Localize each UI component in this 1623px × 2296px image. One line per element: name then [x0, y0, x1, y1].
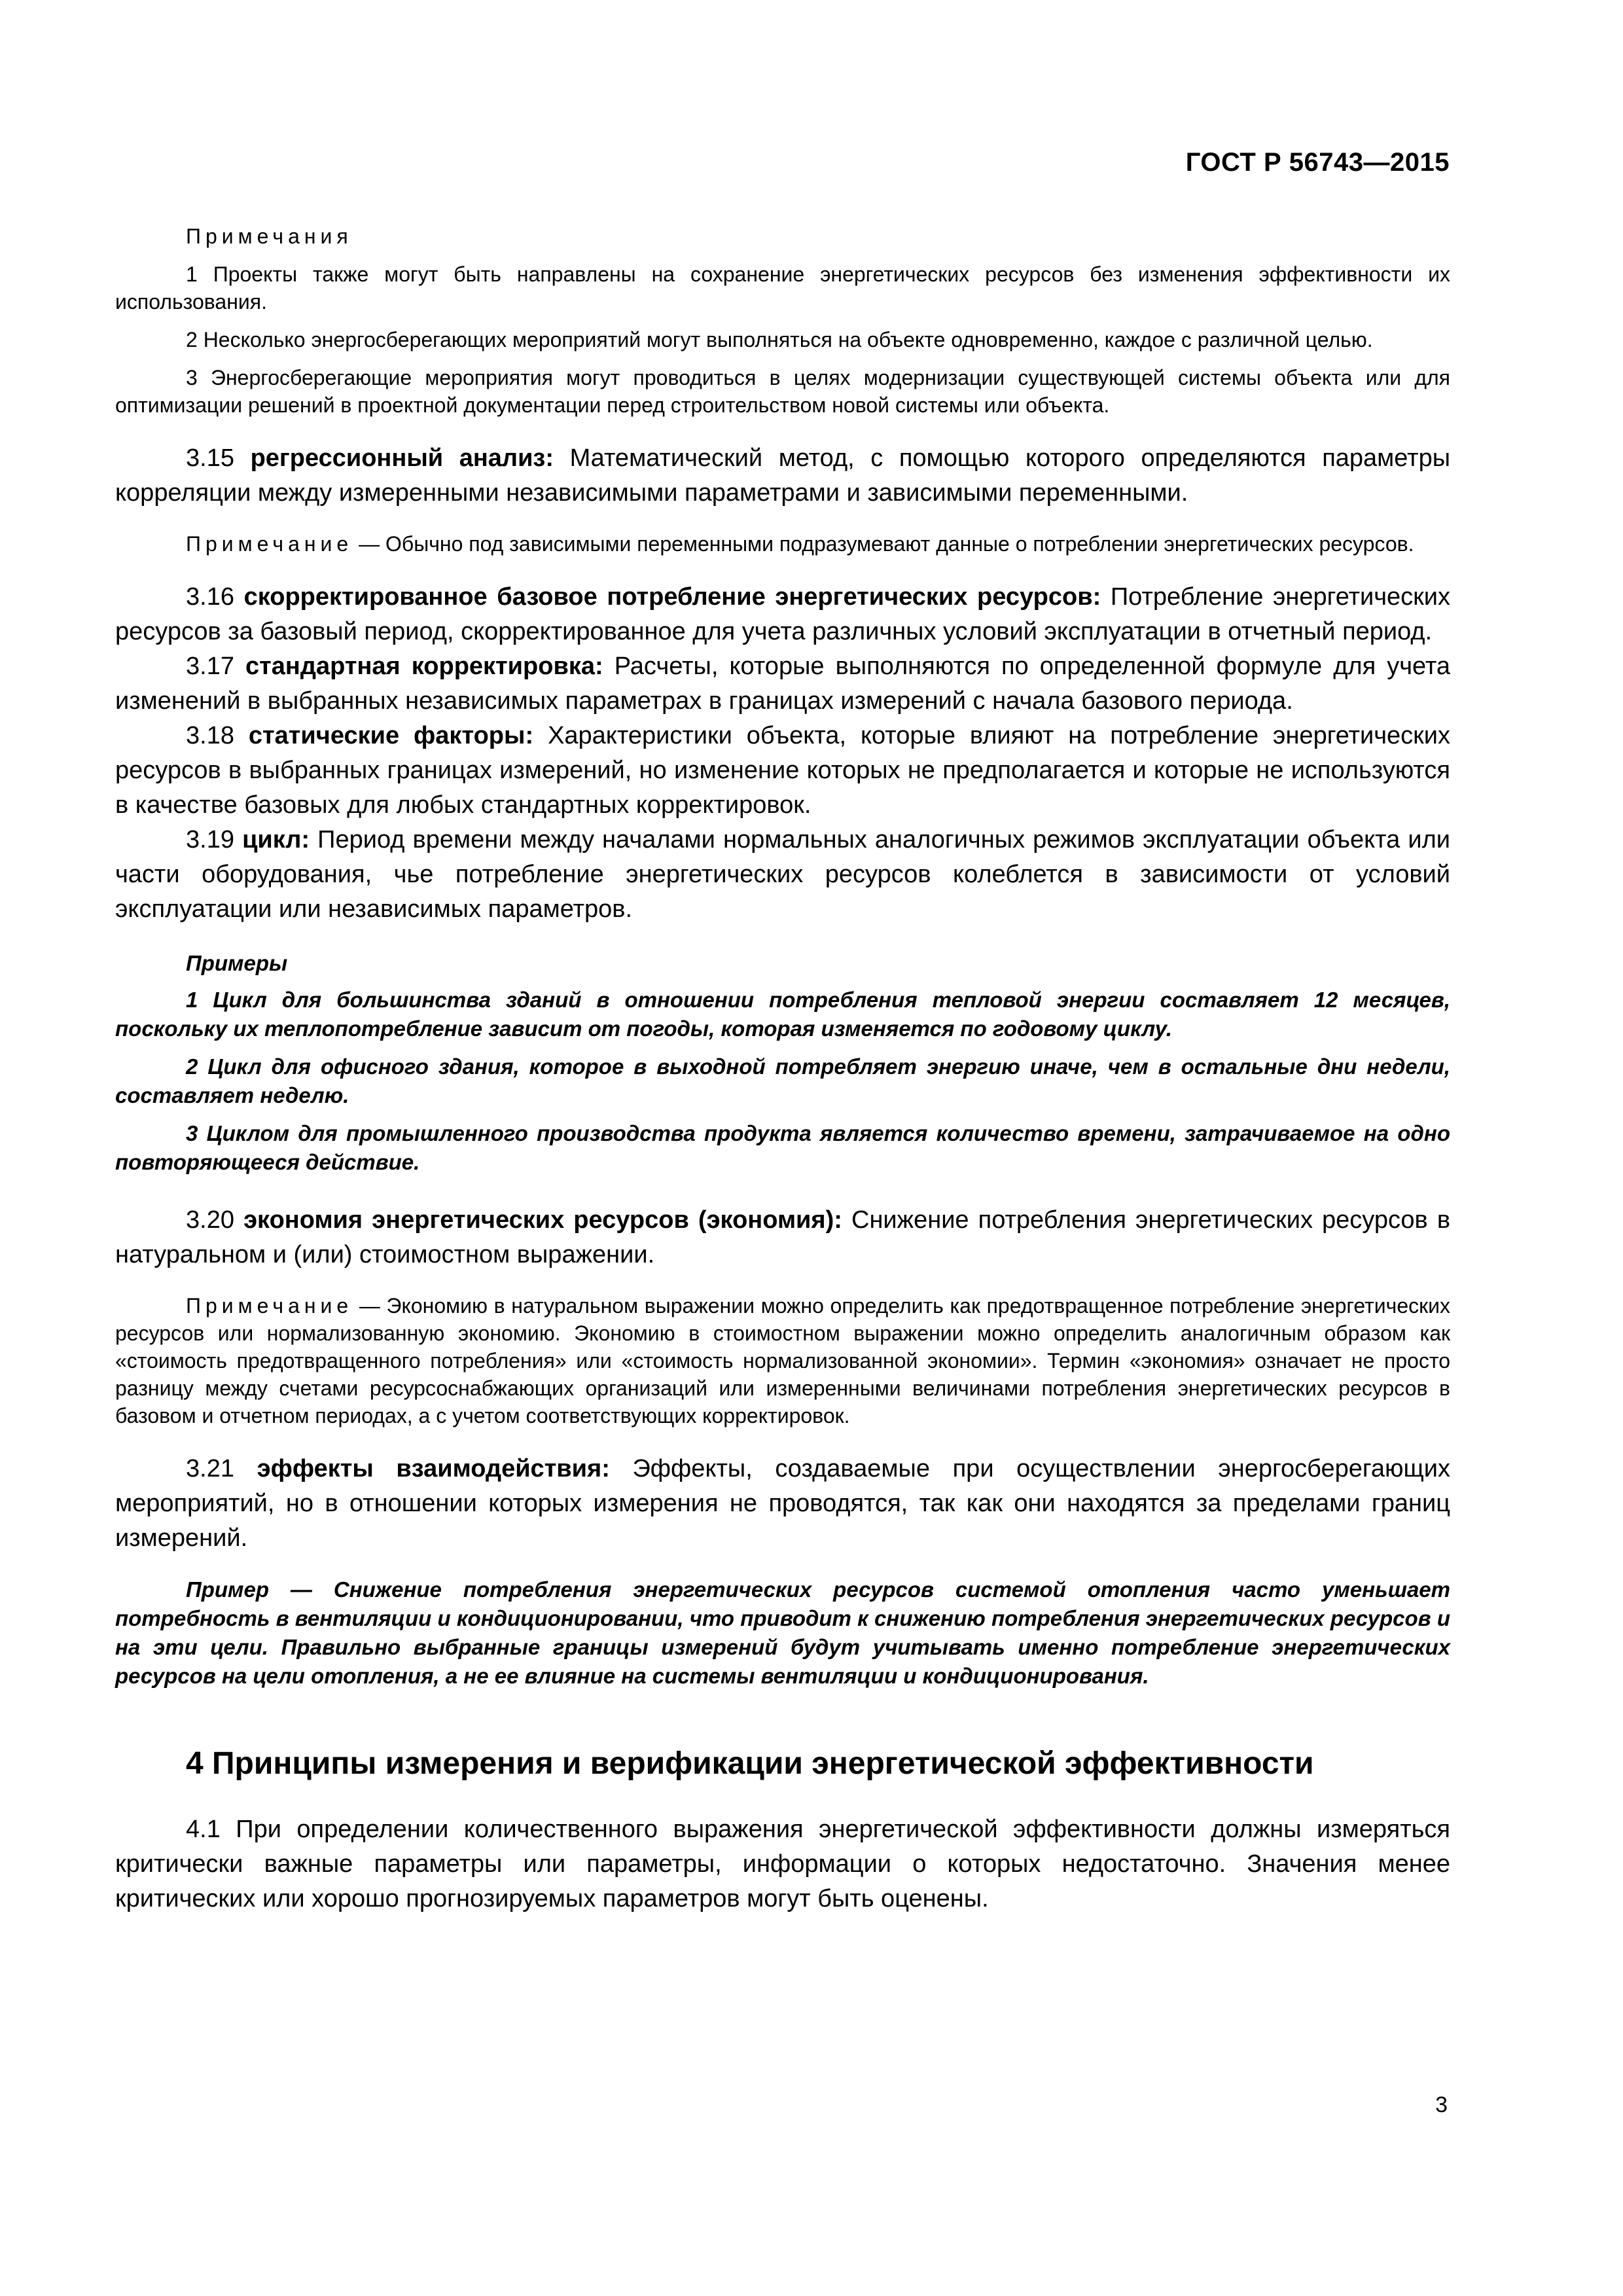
term-definition: Потребление энергетических ресурсов за базовый период, скорректированное для учета различных условий эксплуатации в отчетный период. — [115, 583, 1450, 645]
note-text: — Обычно под зависимыми переменными подразумевают данные о потреблении энергетических ресурсов. — [359, 532, 1414, 556]
term-definition: Снижение потребления энергетических ресурсов в натуральном и (или) стоимостном выражении. — [115, 1206, 1451, 1268]
term-name: цикл: — [242, 826, 310, 853]
term-3-20 — [115, 1203, 1450, 1272]
term-number: 3.20 — [186, 1206, 234, 1234]
page-content — [115, 223, 1450, 1916]
note-label: Примечание — [186, 1294, 353, 1318]
term-definition: Эффекты, создаваемые при осуществлении энергосберегающих мероприятий, но в отношении которых измерения не проводятся, так как они находятся за пределами границ измерений. — [115, 1455, 1451, 1552]
term-3-17 — [115, 649, 1450, 719]
term-3-18 — [115, 719, 1450, 823]
term-definition: Характеристики объекта, которые влияют на потребление энергетических ресурсов в выбранных границах измерений, но изменение которых не предполагается и которые не используются в качестве базовых для любых стандартных корректировок. — [115, 722, 1451, 819]
term-number: 3.17 — [186, 653, 234, 680]
term-number: 3.15 — [186, 444, 234, 472]
term-name: экономия энергетических ресурсов (экономия): — [243, 1206, 842, 1234]
examples-title: Примеры — [186, 951, 288, 975]
note-text: — Экономию в натуральном выражении можно определить как предотвращенное потребление энергетических ресурсов или нормализованную экономию. Экономию в стоимостном выражении можно определить аналогичным образом как «стоимость предотвращенного потребления» или «стоимость нормализованной экономии». Термин «экономия» означает не просто разницу между счетами ресурсоснабжающих организаций или измеренными величинами потребления энергетических ресурсов в базовом и отчетном периодах, а с учетом соответствующих корректировок. — [115, 1294, 1451, 1427]
term-3-19 — [115, 823, 1450, 927]
term-name: статические факторы: — [248, 722, 534, 749]
term-3-15 — [115, 441, 1450, 511]
term-definition: Расчеты, которые выполняются по определенной формуле для учета изменений в выбранных независимых параметрах в границах измерений с начала базового периода. — [115, 653, 1450, 715]
page-number: 3 — [1435, 2092, 1448, 2117]
term-number: 3.19 — [186, 826, 234, 853]
term-name: стандартная корректировка: — [245, 653, 603, 680]
term-name: скорректированное базовое потребление энергетических ресурсов: — [243, 583, 1101, 611]
note-item-3: 3 Энергосберегающие мероприятия могут проводиться в целях модернизации существующей системы объекта или для оптимизации решений в проектной документации перед строительством новой системы или объекта. — [115, 366, 1450, 417]
term-definition: Математический метод, с помощью которого определяются параметры корреляции между измеренными независимыми параметрами и зависимыми переменными. — [115, 444, 1451, 507]
term-name: эффекты взаимодействия: — [257, 1455, 610, 1482]
term-number: 3.18 — [186, 722, 234, 749]
section-4-title: 4 Принципы измерения и верификации энергетической эффективности — [186, 1746, 1314, 1781]
term-3-21 — [115, 1452, 1450, 1556]
term-name: регрессионный анализ: — [250, 444, 554, 472]
document-code-header: ГОСТ Р 56743—2015 — [1185, 148, 1450, 177]
paragraph-4-1: 4.1 При определении количественного выражения энергетической эффективности должны измеряться критически важные параметры или параметры, информации о которых недостаточно. Значения менее критических или хорошо прогнозируемых параметров могут быть оценены. — [115, 1816, 1450, 1912]
example-item-2: 2 Цикл для офисного здания, которое в выходной потребляет энергию иначе, чем в остальные дни недели, составляет неделю. — [115, 1054, 1450, 1107]
term-number: 3.16 — [186, 583, 234, 611]
note-item-1: 1 Проекты также могут быть направлены на сохранение энергетических ресурсов без изменения эффективности их использования. — [115, 262, 1450, 314]
note-3-20 — [115, 1292, 1450, 1429]
note-3-15 — [115, 530, 1450, 558]
term-3-16 — [115, 580, 1450, 649]
example-item-3: 3 Циклом для промышленного производства продукта является количество времени, затрачиваемое на одно повторяющееся действие. — [115, 1121, 1450, 1174]
term-number: 3.21 — [186, 1455, 234, 1482]
example-item-1: 1 Цикл для большинства зданий в отношении потребления тепловой энергии составляет 12 месяцев, поскольку их теплопотребление зависит от погоды, которая изменяется по годовому циклу. — [115, 988, 1450, 1041]
term-definition: Период времени между началами нормальных аналогичных режимов эксплуатации объекта или части оборудования, чье потребление энергетических ресурсов колеблется в зависимости от условий эксплуатации или независимых параметров. — [115, 826, 1451, 923]
example-3-21: Пример — Снижение потребления энергетических ресурсов системой отопления часто уменьшает потребность в вентиляции и кондиционировании, что приводит к снижению потребления энергетических ресурсов и на эти цели. Правильно выбранные границы измерений будут учитывать именно потребление энергетических ресурсов на цели отопления, а не ее влияние на системы вентиляции и кондиционирования. — [115, 1577, 1450, 1688]
note-label: Примечание — [186, 532, 353, 556]
notes-title: Примечания — [186, 224, 353, 248]
note-item-2: 2 Несколько энергосберегающих мероприятий могут выполняться на объекте одновременно, каждое с различной целью. — [186, 328, 1373, 351]
